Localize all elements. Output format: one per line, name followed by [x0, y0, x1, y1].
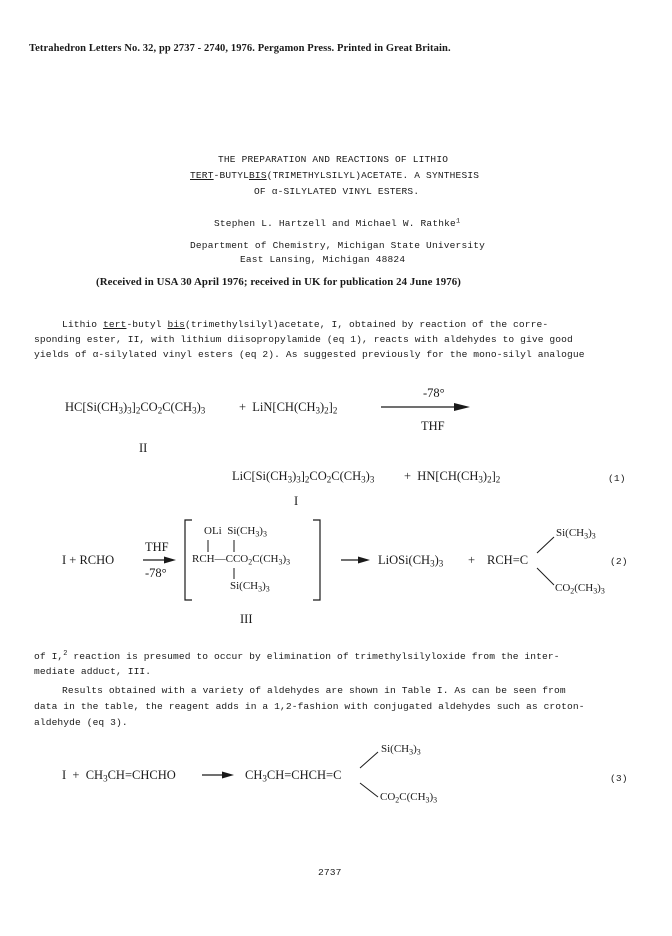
- para2-line-4: data in the table, the reagent adds in a 1,2-fashion with conjugated aldehydes such as croton-: [34, 701, 585, 712]
- title-line-1: THE PREPARATION AND REACTIONS OF LITHIO: [218, 154, 449, 165]
- received-dates: (Received in USA 30 April 1976; received in UK for publication 24 June 1976): [96, 276, 461, 288]
- eq2-oli-group: OLi $Si(CH_3)_3$: [204, 525, 267, 539]
- eq1-amine: + $HN[CH(CH_3)_2]_2$: [404, 469, 501, 485]
- eq2-plus: +: [468, 553, 476, 567]
- eq2-lithium-silanolate: $LiOSi(CH_3)_3$: [378, 553, 444, 569]
- eq2-adduct-silyl: $Si(CH_3)_3$: [230, 580, 270, 594]
- eq2-product-ester: $CO_2(CH_3)_3$: [555, 582, 605, 596]
- eq3-product-ester: $CO_2C(CH_3)_3$: [380, 791, 438, 805]
- p1-text-b: -butyl: [126, 319, 168, 330]
- eq2-arrow-2: [341, 557, 370, 564]
- title-bis: BIS: [249, 170, 267, 181]
- para1-line-3: yields of α-silylated vinyl esters (eq 2). As suggested previously for the mono-silyl analogue: [34, 349, 585, 360]
- title-butyl: -BUTYL: [213, 170, 250, 181]
- p2-ref: 2: [63, 650, 68, 659]
- eq2-temp: -78°: [145, 566, 167, 580]
- title-rest: (TRIMETHYLSILYL)ACETATE. A SYNTHESIS: [266, 170, 480, 181]
- eq2-adduct-bonds: [208, 540, 234, 579]
- p1-text-c: (trimethylsilyl)acetate, I, obtained by reaction of the corre-: [185, 319, 549, 330]
- affiliation-line-1: Department of Chemistry, Michigan State University: [190, 240, 486, 251]
- eq1-number: (1): [608, 473, 626, 484]
- eq1-label-I: I: [294, 494, 299, 508]
- p1-tert: tert: [103, 319, 127, 330]
- eq2-adduct-core: $RCH—CCO_2C(CH_3)_3$: [192, 553, 291, 567]
- eq2-product-silyl: $Si(CH_3)_3$: [556, 527, 596, 541]
- eq1-solvent: THF: [421, 419, 445, 433]
- eq2-arrow-1: [143, 557, 176, 564]
- eq3-product: $CH_3CH=CHCH=C$: [245, 768, 342, 784]
- eq2-reagents: I + RCHO: [62, 553, 115, 567]
- eq1-product-I: $LiC[Si(CH_3)_3]_2CO_2C(CH_3)_3$: [232, 469, 375, 485]
- eq1-arrow: [381, 403, 470, 411]
- page-number: 2737: [318, 867, 342, 878]
- eq2-label-III: III: [240, 612, 253, 626]
- title-line-3: OF α-SILYLATED VINYL ESTERS.: [254, 186, 420, 197]
- para2-line-5: aldehyde (eq 3).: [34, 717, 128, 728]
- title-tert: TERT: [190, 170, 214, 181]
- p2-text-a: of I,: [34, 651, 64, 662]
- eq3-number: (3): [610, 773, 628, 784]
- eq2-number: (2): [610, 556, 628, 567]
- eq2-vinyl-ester: RCH=C: [487, 553, 529, 567]
- para2-line-3: Results obtained with a variety of aldehydes are shown in Table I. As can be seen from: [62, 685, 566, 696]
- journal-citation: Tetrahedron Letters No. 32, pp 2737 - 2740, 1976. Pergamon Press. Printed in Great Britain.: [29, 43, 451, 54]
- eq1-label-II: II: [139, 441, 148, 455]
- eq3-arrow: [202, 772, 234, 779]
- eq3-reagents: $I + CH_3CH=CHCHO$: [62, 768, 176, 784]
- eq3-reagent-I: I: [62, 768, 67, 782]
- eq3-product-bonds: [360, 752, 378, 797]
- eq2-bracket-right: [313, 520, 320, 600]
- p1-bis: bis: [167, 319, 186, 330]
- eq1-ester-II: $HC[Si(CH_3)_3]_2CO_2C(CH_3)_3$: [65, 400, 206, 416]
- author-names: Stephen L. Hartzell and Michael W. Rathke: [214, 218, 456, 229]
- eq1-lda: + $LiN[CH(CH_3)_2]_2$: [239, 400, 338, 416]
- affiliation-line-2: East Lansing, Michigan 48824: [240, 254, 406, 265]
- eq3-product-silyl: $Si(CH_3)_3$: [381, 743, 421, 757]
- eq2-product-bonds: [537, 537, 554, 585]
- eq2-bracket-left: [185, 520, 192, 600]
- eq1-temp: -78°: [423, 386, 445, 400]
- para1-line-2: sponding ester, II, with lithium diisopropylamide (eq 1), reacts with aldehydes to give good: [34, 334, 573, 345]
- p1-text-a: Lithio: [62, 319, 104, 330]
- author-footnote: 1: [455, 217, 461, 226]
- p2-text-b: reaction is presumed to occur by elimination of trimethylsilyloxide from the inter-: [67, 651, 560, 662]
- eq2-solvent: THF: [145, 540, 169, 554]
- para2-line-2: mediate adduct, III.: [34, 666, 152, 677]
